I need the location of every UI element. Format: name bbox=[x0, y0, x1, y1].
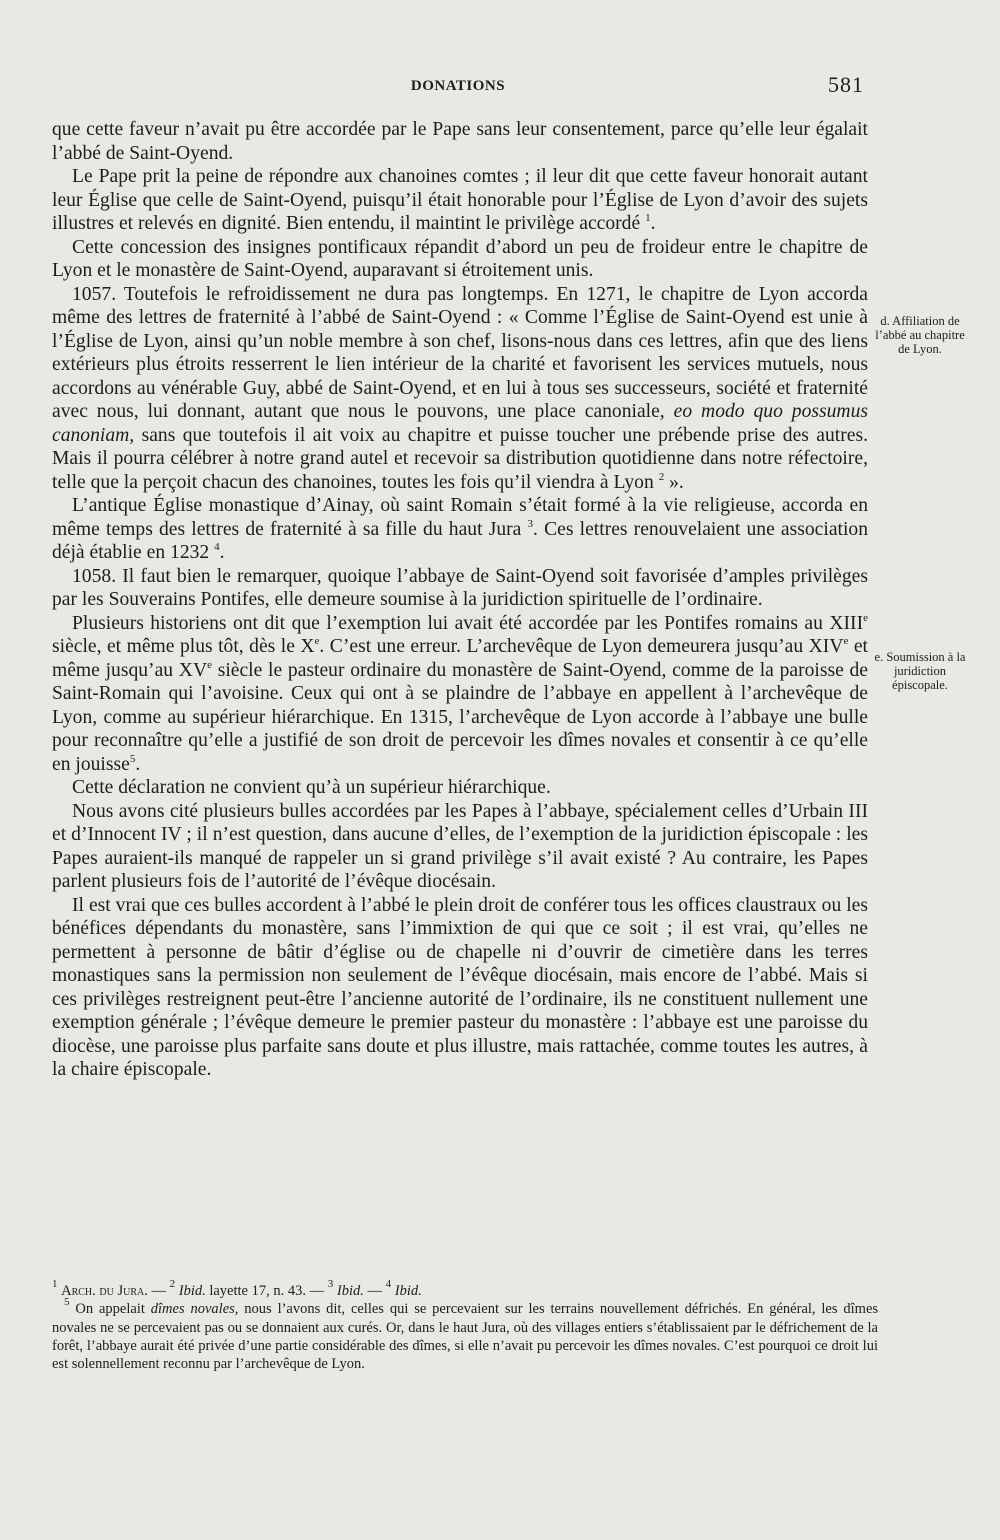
footnote-text: Arch. du Jura. bbox=[61, 1283, 148, 1299]
page-number: 581 bbox=[828, 72, 864, 97]
footnote-separator: — bbox=[151, 1283, 166, 1299]
century-sup: e bbox=[314, 635, 320, 647]
footnotes bbox=[52, 1278, 879, 1373]
paragraph-text: . bbox=[135, 753, 141, 775]
footnote-text: Ibid. bbox=[178, 1283, 206, 1299]
paragraph-text: ». bbox=[664, 471, 684, 493]
paragraph-text: L’antique Église monastique d’Ainay, où saint Romain s’était formé à la vie religieuse, accorda en même temps des lettres de fraternité à sa fille du haut Jura bbox=[52, 495, 868, 540]
footnote-ref: 3 bbox=[527, 517, 534, 530]
paragraph bbox=[52, 118, 868, 165]
century-sup: e bbox=[843, 635, 849, 647]
paragraph-text: Il est vrai que ces bulles accordent à l’abbé le plein droit de conférer tous les offices claustraux ou les bénéfices dépendants du monastère, sans l’immixtion de qui que ce soit ; il est vrai, qu’elles ne permettent à personne de bâtir d’église ou de chapelle ni d’ouvrir de cimetière dans les terres monastiques sans la permission non seulement de l’évêque diocésain, mais encore de l’abbé. Mais si ces privilèges restreignent peut-être l’ancienne autorité de l’ordinaire, ils ne constituent nullement une exemption générale ; l’évêque demeure le premier pasteur du monastère : l’abbaye est une paroisse du diocèse, une paroisse plus parfaite sans doute et plus illustre, mais rattachée, comme toutes les autres, à la chaire épiscopale. bbox=[52, 894, 868, 1080]
paragraph bbox=[52, 236, 868, 283]
footnote-line bbox=[52, 1296, 879, 1373]
margin-note-submission: e. Soumission à la juridiction épiscopale. bbox=[874, 650, 966, 692]
footnote-separator: — bbox=[309, 1283, 325, 1299]
footnote-text: On appelait bbox=[75, 1301, 145, 1318]
footnote-ref: 2 bbox=[658, 470, 665, 483]
latin-quote: eo modo quo possumus canoniam, bbox=[52, 401, 869, 446]
footnote-number: 4 bbox=[385, 1278, 392, 1290]
paragraph-text: . C’est une erreur. L’archevêque de Lyon demeurera jusqu’au XIV bbox=[319, 636, 844, 657]
footnote-ref: 1 bbox=[645, 212, 651, 224]
main-text bbox=[52, 118, 868, 1082]
footnote-ref: 4 bbox=[214, 541, 220, 553]
paragraph bbox=[52, 165, 868, 236]
running-title: DONATIONS bbox=[410, 78, 506, 94]
paragraph-text: que cette faveur n’avait pu être accordée par le Pape sans leur consentement, parce qu’elle leur égalait l’abbé de Saint-Oyend. bbox=[52, 119, 868, 164]
footnote-ref: 5 bbox=[129, 752, 136, 765]
paragraph-text: . bbox=[650, 213, 656, 234]
paragraph-text: siècle, et même plus tôt, dès le X bbox=[52, 636, 315, 657]
paragraph bbox=[52, 494, 868, 565]
paragraph-text: Cette déclaration ne convient qu’à un supérieur hiérarchique. bbox=[72, 777, 551, 798]
paragraph bbox=[52, 894, 868, 1082]
century-sup: e bbox=[207, 658, 212, 671]
paragraph-text: siècle le pasteur ordinaire du monastère de Saint-Oyend, comme de la paroisse de Saint-Romain qui l’avoisine. Ceux qui ont à se plaindre de l’abbaye en appellent à l’archevêque de Lyon, comme au supérieur hiérarchique. En 1315, l’archevêque de Lyon accorde à l’abbaye une bulle pour reconnaître qu’elle a justifié de son droit de percevoir les dîmes novales et consentir à ce qu’elle en jouisse bbox=[52, 659, 868, 775]
footnote-number: 2 bbox=[169, 1278, 176, 1290]
margin-note-affiliation: d. Affiliation de l’abbé au chapitre de Lyon. bbox=[875, 314, 965, 356]
paragraph-text: et même jusqu’au XV bbox=[52, 636, 868, 681]
footnote-line bbox=[52, 1278, 878, 1300]
footnote-text: dîmes novales, bbox=[150, 1301, 239, 1318]
footnote-text: Ibid. bbox=[336, 1283, 364, 1299]
paragraph-text: . bbox=[219, 542, 225, 563]
paragraph bbox=[52, 612, 868, 777]
paragraph bbox=[52, 565, 868, 612]
footnote-number: 5 bbox=[64, 1296, 70, 1309]
paragraph-text: . Ces lettres renouvelaient une association déjà établie en 1232 bbox=[52, 518, 868, 563]
paragraph bbox=[52, 776, 868, 800]
paragraph-text: Nous avons cité plusieurs bulles accordées par les Papes à l’abbaye, spécialement celles d’Urbain III et d’Innocent IV ; il n’est question, dans aucune d’elles, de l’exemption de la juridiction épiscopale : les Papes auraient-ils manqué de rappeler un si grand privilège s’il avait existé ? Au contraire, les Papes parlent plusieurs fois de l’autorité de l’évêque diocésain. bbox=[52, 800, 868, 892]
footnote-text: nous l’avons dit, celles qui se percevaient sur les terrains nouvellement défrichés. En général, les dîmes novales ne se percevaient pas ou se donnaient aux curés. Or, dans le haut Jura, où des villages entiers s’établissaient par le défrichement de la forêt, l’abbaye aurait été privée d’une partie considérable des dîmes, si elle n’avait pu percevoir les dîmes novales. C’est pourquoi ce droit lui est solennellement reconnu par l’archevêque de Lyon. bbox=[52, 1301, 879, 1373]
paragraph bbox=[52, 283, 868, 495]
paragraph-text: 1057. Toutefois le refroidissement ne dura pas longtemps. En 1271, le chapitre de Lyon accorda même des lettres de fraternité à l’abbé de Saint-Oyend : « Comme l’Église de Saint-Oyend est unie à l’Église de Lyon, ainsi qu’un noble membre à son chef, lisons-nous dans ces lettres, afin que des liens extérieurs plus étroits resserrent le lien intérieur de la charité et favorisent les services mutuels, nous accordons au vénérable Guy, abbé de Saint-Oyend, et en lui à tous ses successeurs, société et fraternité avec nous, lui donnant, autant que nous le pouvons, une place canoniale, bbox=[52, 283, 868, 422]
footnote-separator: — bbox=[367, 1283, 382, 1299]
paragraph-text: 1058. Il faut bien le remarquer, quoique l’abbaye de Saint-Oyend soit favorisée d’amples privilèges par les Souverains Pontifes, elle demeure soumise à la juridiction spirituelle de l’ordinaire. bbox=[52, 565, 868, 610]
paragraph bbox=[52, 800, 868, 894]
century-sup: e bbox=[863, 611, 868, 624]
footnote-text: Ibid. bbox=[394, 1283, 422, 1299]
paragraph-text: sans que toutefois il ait voix au chapitre et puisse toucher une prébende prise des autres. Mais il pourra célébrer à notre grand autel et recevoir sa distribution quotidienne dans notre réfectoire, telle que la perçoit chacun des chanoines, toutes les fois qu’il viendra à Lyon bbox=[52, 424, 868, 493]
footnote-number: 3 bbox=[327, 1278, 334, 1290]
paragraph-text: Cette concession des insignes pontificaux répandit d’abord un peu de froideur entre le chapitre de Lyon et le monastère de Saint-Oyend, auparavant si étroitement unis. bbox=[52, 236, 868, 281]
footnote-text: layette 17, n. 43. bbox=[209, 1283, 306, 1299]
footnote-number: 1 bbox=[52, 1278, 58, 1290]
paragraph-text: Plusieurs historiens ont dit que l’exemption lui avait été accordée par les Pontifes romains au XIII bbox=[72, 612, 864, 634]
page-header bbox=[52, 72, 864, 102]
paragraph-text: Le Pape prit la peine de répondre aux chanoines comtes ; il leur dit que cette faveur honorait autant leur Église que celle de Saint-Oyend, puisqu’il était honorable pour l’Église de Lyon d’avoir des sujets illustres et relevés en dignité. Bien entendu, il maintint le privilège accordé bbox=[52, 166, 868, 234]
